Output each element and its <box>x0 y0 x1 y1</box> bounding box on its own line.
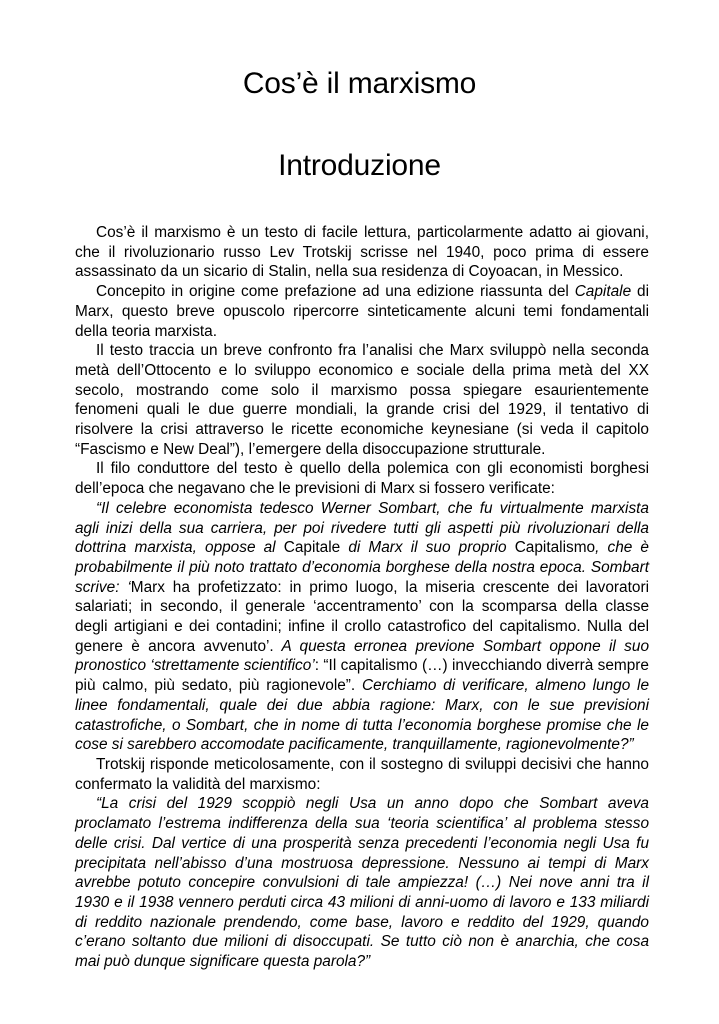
paragraph-origin-text-2: di Marx, questo breve opuscolo ripercorre sinteticamente alcuni temi fondamentali della teoria marxista. <box>75 283 649 340</box>
book-title-capitale: Capitale <box>574 283 632 301</box>
book-title-capitale-quote: Capitale <box>283 539 341 557</box>
quote-sombart-text-2: di Marx il suo proprio <box>340 539 515 557</box>
quote-sombart-prognosis: : “Il capitalismo (…) invecchiando diverrà sempre più calmo, più sedato, più ragionevole”. <box>75 657 649 695</box>
quote-sombart-text-4: A questa erronea previone Sombart oppone il suo pronostico ‘strettamente scientifico’ <box>75 637 649 675</box>
paragraph-origin-text-1: Concepito in origine come prefazione ad una edizione riassunta del <box>96 283 575 301</box>
paragraph-origin <box>75 282 649 341</box>
quote-sombart-text-5: Cerchiamo di verificare, almeno lungo le linee fondamentali, quale dei due abbia ragione: Marx, con le sue previsioni catastrofiche, o Sombart, che in nome di tutta l’economia borghese promise che le cose si sarebbero accomodate pacificamente, tranquillamente, ragionevolmente?” <box>75 677 649 754</box>
body-text <box>75 223 649 972</box>
paragraph-comparison: Il testo traccia un breve confronto fra l’analisi che Marx sviluppò nella seconda metà dell’Ottocento e lo sviluppo economico e sociale della prima metà del XX secolo, mostrando come solo il marxismo possa spiegare esaurientemente fenomeni quali le due guerre mondiali, la grande crisi del 1929, il tentativo di risolvere la crisi attraverso le ricette economiche keynesiane (si veda il capitolo “Fascismo e New Deal”), l’emergere della disoccupazione strutturale. <box>75 342 649 458</box>
quote-sombart-text-3: , che è probabilmente il più noto trattato d’economia borghese della nostra epoca. Sombart scrive: ‘ <box>75 539 649 596</box>
paragraph-response: Trotskij risponde meticolosamente, con il sostegno di sviluppi decisivi che hanno confermato la validità del marxismo: <box>75 755 649 793</box>
section-title: Introduzione <box>278 149 441 182</box>
document-title: Cos’è il marxismo <box>242 67 477 100</box>
book-title-capitalismo: Capitalismo <box>514 539 596 557</box>
quote-sombart <box>75 499 649 755</box>
quote-sombart-text-1: “Il celebre economista tedesco Werner Sombart, che fu virtualmente marxista agli inizi della sua carriera, per poi rivedere tutti gli aspetti più rivoluzionari della dottrina marxista, oppose al <box>75 499 649 557</box>
paragraph-polemic: Il filo conduttore del testo è quello della polemica con gli economisti borghesi dell’epoca che negavano che le previsioni di Marx si fossero verificate: <box>75 460 649 498</box>
paragraph-intro: Cos’è il marxismo è un testo di facile lettura, particolarmente adatto ai giovani, che il rivoluzionario russo Lev Trotskij scrisse nel 1940, poco prima di essere assassinato da un sicario di Stalin, nella sua residenza di Coyoacan, in Messico. <box>75 224 649 281</box>
quote-sombart-marx-prophecy: Marx ha profetizzato: in primo luogo, la miseria crescente dei lavoratori salariati; in secondo, il generale ‘accentramento’ con la scomparsa della classe degli artigiani e dei contadini; infine il crollo catastrofico del capitalismo. Nulla del genere è ancora avvenuto’. <box>75 578 649 655</box>
quote-crisis-1929: “La crisi del 1929 scoppiò negli Usa un anno dopo che Sombart aveva proclamato l’estrema indifferenza della sua ‘teoria scientifica’ al problema stesso delle crisi. Dal vertice di una prosperità senza precedenti l’economia negli Usa fu precipitata nell’abisso d’una mostruosa depressione. Nessuno ai tempi di Marx avrebbe potuto concepire convulsioni di tale ampiezza! (…) Nei nove anni tra il 1930 e il 1938 vennero perduti circa 43 milioni di anni-uomo di lavoro e 133 miliardi di reddito nazionale prendendo, come base, lavoro e reddito del 1929, quando c’erano soltanto due milioni di disoccupati. Se tutto ciò non è anarchia, che cosa mai può dunque significare questa parola?” <box>75 795 649 971</box>
